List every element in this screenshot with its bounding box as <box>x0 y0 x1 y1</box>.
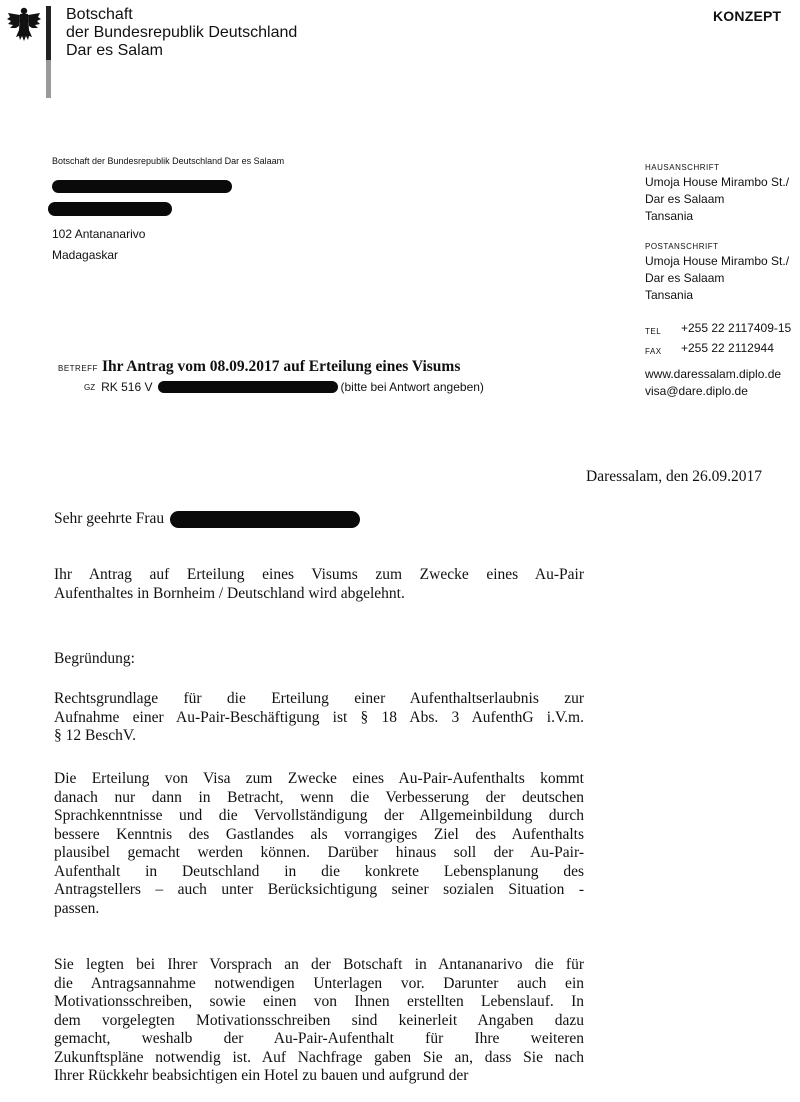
recipient-line: Madagaskar <box>52 248 119 262</box>
redaction-bar <box>48 202 172 216</box>
text-line: Aufenthalt in Deutschland in die konkrete Lebensplanung des <box>54 862 584 880</box>
text-line: Zukunftspläne notwendig ist. Auf Nachfrage gaben Sie an, dass Sie nach <box>54 1048 584 1066</box>
contact-column <box>645 162 791 400</box>
text-line: § 12 BeschV. <box>54 727 136 744</box>
text-line: Sie legten bei Ihrer Vorsprach an der Botschaft in Antananarivo die für <box>54 956 584 973</box>
subject-label: BETREFF <box>58 364 98 373</box>
header-rule-gray <box>46 60 51 98</box>
website-link[interactable]: www.daressalam.diplo.de <box>645 367 782 381</box>
redaction-bar <box>52 180 232 193</box>
email-link[interactable]: visa@dare.diplo.de <box>645 384 748 398</box>
fax-row <box>645 340 791 360</box>
text-line: Die Erteilung von Visa zum Zwecke eines Au-Pair-Aufenthalts kommt <box>54 770 584 787</box>
hausanschrift-label: HAUSANSCHRIFT <box>645 163 720 172</box>
fax-value: +255 22 2112944 <box>681 341 774 355</box>
postanschrift-line: Umoja House Mirambo St./ <box>645 254 790 268</box>
tel-value: +255 22 2117409-15 <box>681 321 792 335</box>
paragraph-legal-basis <box>54 690 584 746</box>
org-line: Dar es Salam <box>66 42 163 59</box>
reference-line <box>84 380 484 394</box>
salutation <box>54 510 360 528</box>
fax-label: FAX <box>645 347 662 356</box>
text-line: dem vorgelegten Motivationsschreiben sind keinerleit Angaben dazu <box>54 1011 584 1029</box>
text-line: gemacht, weshalb der Au-Pair-Aufenthalt für Ihre weiteren <box>54 1030 584 1047</box>
postanschrift-line: Tansania <box>645 288 694 302</box>
org-line: der Bundesrepublik Deutschland <box>66 24 298 41</box>
gz-note: (bitte bei Antwort angeben) <box>340 380 484 394</box>
text-line: Begründung: <box>54 650 135 667</box>
text-line: plausibel gemacht werden können. Darüber hinaus soll der Au-Pair- <box>54 844 584 861</box>
text-line: Ihrer Rückkehr beabsichtigen ein Hotel zu bauen und aufgrund der <box>54 1067 469 1084</box>
redaction-bar <box>158 381 338 393</box>
salutation-text: Sehr geehrte Frau <box>54 510 165 527</box>
text-line: danach nur dann in Betracht, wenn die Verbesserung der deutschen <box>54 788 584 806</box>
text-line: Motivationsschreiben, sowie einen von Ihnen erstellten Lebenslauf. In <box>54 993 584 1010</box>
gz-label: GZ <box>84 382 96 392</box>
redaction-bar <box>170 511 360 528</box>
postanschrift-line: Dar es Salaam <box>645 271 725 285</box>
paragraph-requirements <box>54 770 584 918</box>
recipient-line: 102 Antananarivo <box>52 227 146 241</box>
text-line: Ihr Antrag auf Erteilung eines Visums zum Zwecke eines Au-Pair <box>54 566 584 583</box>
recipient-address <box>52 224 145 266</box>
federal-eagle-icon <box>6 4 42 44</box>
hausanschrift-line: Umoja House Mirambo St./ <box>645 175 790 189</box>
text-line: Rechtsgrundlage für die Erteilung einer Aufenthaltserlaubnis zur <box>54 690 584 707</box>
konzept-stamp: KONZEPT <box>713 8 782 24</box>
subject-text: Ihr Antrag vom 08.09.2017 auf Erteilung eines Visums <box>101 358 461 375</box>
hausanschrift-line: Tansania <box>645 209 694 223</box>
org-line: Botschaft <box>66 6 133 23</box>
postanschrift-label: POSTANSCHRIFT <box>645 242 719 251</box>
text-line: Antragstellers – auch unter Berücksichtigung seiner sozialen Situation - <box>54 881 584 898</box>
subject-line <box>58 358 460 376</box>
paragraph-documents <box>54 956 584 1086</box>
sender-line: Botschaft der Bundesrepublik Deutschland Dar es Salaam <box>52 156 285 166</box>
text-line: Sprachkenntnisse und die Vervollständigung der Allgemeinbildung durch <box>54 807 584 824</box>
gz-value: RK 516 V <box>101 380 153 394</box>
embassy-name <box>66 6 297 60</box>
text-line: die Antragsannahme notwendigen Unterlagen vor. Darunter auch ein <box>54 974 584 992</box>
tel-label: TEL <box>645 327 662 336</box>
paragraph-decision <box>54 566 584 603</box>
text-line: passen. <box>54 899 100 917</box>
text-line: Aufenthaltes in Bornheim / Deutschland wird abgelehnt. <box>54 584 405 602</box>
letter-date: Daressalam, den 26.09.2017 <box>586 468 763 485</box>
text-line: bessere Kenntnis des Gastlandes als vorrangiges Ziel des Aufenthalts <box>54 825 584 843</box>
text-line: Aufnahme einer Au-Pair-Beschäftigung ist § 18 Abs. 3 AufenthG i.V.m. <box>54 708 584 726</box>
hausanschrift-line: Dar es Salaam <box>645 192 725 206</box>
paragraph-heading <box>54 650 584 669</box>
tel-row <box>645 320 791 340</box>
